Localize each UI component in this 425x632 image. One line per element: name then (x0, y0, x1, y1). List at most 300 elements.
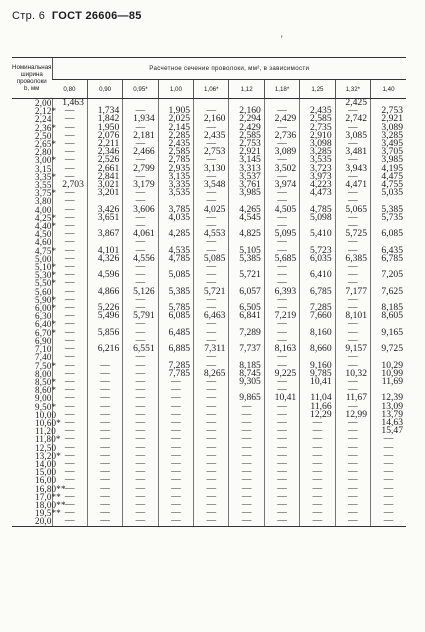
section-cell: — (300, 460, 335, 468)
section-cell: 7,285 (300, 304, 335, 312)
section-cell: — (52, 255, 87, 263)
section-cell: 2,435 (158, 140, 193, 148)
section-cell: 2,435 (300, 107, 335, 115)
section-cell: — (264, 493, 299, 501)
section-cell: — (194, 419, 229, 427)
width-cell: 5,50* (35, 278, 57, 289)
section-cell: 2,742 (335, 115, 370, 123)
section-cell: 7,785 (158, 370, 193, 378)
section-cell: 6,463 (194, 312, 229, 320)
section-cell: — (194, 444, 229, 452)
width-cell: 16,80** (35, 483, 66, 494)
section-cell: — (300, 485, 335, 493)
width-cell: 9,50* (35, 401, 57, 412)
section-cell: 7,219 (264, 312, 299, 320)
section-cell: — (229, 403, 264, 411)
section-cell: 2,753 (229, 140, 264, 148)
section-cell: 9,157 (335, 345, 370, 353)
section-cell: — (123, 362, 158, 370)
section-cell: 2,921 (229, 148, 264, 156)
section-cell: — (158, 509, 193, 517)
section-cell: 5,685 (264, 255, 299, 263)
section-cell: 2,841 (87, 173, 122, 181)
section-cell: — (264, 107, 299, 115)
section-cell: — (158, 403, 193, 411)
width-cell: 20,0 (12, 517, 52, 526)
section-cell: 6,393 (264, 288, 299, 296)
section-cell: — (123, 140, 158, 148)
width-cell: 6,90 (35, 335, 52, 346)
section-cell: — (371, 493, 406, 501)
section-cell: 6,841 (229, 312, 264, 320)
section-cell: 8,163 (264, 345, 299, 353)
section-cell: — (123, 329, 158, 337)
width-cell: 6,70* (35, 327, 57, 338)
section-cell: 3,985 (371, 156, 406, 164)
section-cell: — (52, 148, 87, 156)
section-cell: 2,346 (87, 148, 122, 156)
section-cell: 2,425 (335, 99, 370, 108)
section-cell: — (264, 403, 299, 411)
section-cell: 3,481 (335, 148, 370, 156)
section-cell: — (229, 411, 264, 419)
width-cell: 6,30 (35, 311, 52, 322)
section-cell: — (371, 485, 406, 493)
section-cell: — (52, 509, 87, 517)
width-cell: 4,40* (35, 221, 57, 232)
section-cell: — (123, 247, 158, 255)
section-cell: 3,135 (158, 173, 193, 181)
width-cell: 7,50* (35, 360, 57, 371)
section-cell: — (52, 156, 87, 164)
section-cell: 8,185 (229, 362, 264, 370)
width-cell: 2,50 (35, 130, 52, 141)
thickness-header: 1,12 (229, 80, 264, 99)
section-cell: — (123, 394, 158, 402)
section-cell: — (335, 353, 370, 361)
width-cell: 3,00* (35, 155, 57, 166)
section-cell: — (194, 156, 229, 164)
section-cell: — (335, 173, 370, 181)
thickness-header: 1,25 (300, 80, 335, 99)
section-cell: 3,761 (229, 181, 264, 189)
section-cell: — (87, 362, 122, 370)
section-cell: — (264, 460, 299, 468)
section-cell: — (52, 517, 87, 526)
section-cell: — (194, 460, 229, 468)
section-cell: — (264, 296, 299, 304)
section-cell: — (52, 140, 87, 148)
section-cell: — (52, 132, 87, 140)
section-cell: — (229, 517, 264, 526)
section-cell: — (335, 362, 370, 370)
section-cell: — (194, 173, 229, 181)
section-cell: — (52, 370, 87, 378)
section-cell: 3,502 (264, 165, 299, 173)
section-cell: — (194, 197, 229, 205)
thickness-header: 0,90 (87, 80, 122, 99)
section-cell: 3,201 (87, 189, 122, 197)
section-cell: 14,63 (371, 419, 406, 427)
section-cell: — (87, 435, 122, 443)
section-cell: — (87, 378, 122, 386)
width-cell: 8,60* (35, 385, 57, 396)
width-cell: 3,75* (35, 188, 57, 199)
section-cell: 5,410 (300, 230, 335, 238)
section-cell: 3,974 (264, 181, 299, 189)
section-cell: — (52, 353, 87, 361)
table-row (12, 517, 406, 526)
section-cell: — (123, 320, 158, 328)
section-cell: — (371, 435, 406, 443)
section-cell: — (52, 444, 87, 452)
width-cell: 2,65* (35, 139, 57, 150)
section-cell: 6,885 (158, 345, 193, 353)
section-cell: 2,735 (300, 124, 335, 132)
section-cell: 2,429 (229, 124, 264, 132)
section-cell: — (87, 509, 122, 517)
section-cell: 3,085 (335, 132, 370, 140)
section-cell: — (87, 517, 122, 526)
section-cell: 13,09 (371, 403, 406, 411)
section-cell: — (158, 386, 193, 394)
section-cell: — (123, 444, 158, 452)
section-cell: — (335, 271, 370, 279)
section-cell: — (123, 501, 158, 509)
section-cell: 11,67 (335, 394, 370, 402)
section-cell: 3,985 (229, 189, 264, 197)
thickness-header: 1,06* (194, 80, 229, 99)
section-cell: — (158, 476, 193, 484)
section-cell: — (194, 452, 229, 460)
section-cell: — (264, 247, 299, 255)
section-cell: — (123, 197, 158, 205)
section-cell: 8,185 (371, 304, 406, 312)
section-cell: 3,130 (194, 165, 229, 173)
margin-mark: ' (281, 34, 283, 44)
section-cell: — (123, 156, 158, 164)
section-cell: — (123, 460, 158, 468)
page-number: Стр. 6 (12, 10, 46, 22)
section-cell: 4,755 (371, 181, 406, 189)
section-cell: — (123, 238, 158, 246)
width-cell: 10,00 (35, 409, 57, 420)
width-cell: 19,5** (35, 508, 61, 519)
section-cell: — (371, 452, 406, 460)
width-cell: 2,00 (35, 98, 52, 108)
section-cell: 4,035 (158, 214, 193, 222)
width-cell: 3,15 (35, 163, 52, 174)
section-cell: — (194, 189, 229, 197)
section-cell: 2,585 (158, 148, 193, 156)
width-cell: 14,00 (35, 458, 57, 469)
section-cell: — (194, 222, 229, 230)
section-cell: — (123, 173, 158, 181)
section-cell: — (87, 501, 122, 509)
section-cell: — (52, 288, 87, 296)
section-cell: 2,435 (194, 132, 229, 140)
section-cell: — (52, 296, 87, 304)
section-cell: 12,39 (371, 394, 406, 402)
section-cell: — (52, 337, 87, 345)
thickness-header: 1,40 (371, 80, 406, 99)
section-cell: — (300, 468, 335, 476)
section-cell: 5,735 (371, 214, 406, 222)
section-cell: 4,025 (194, 206, 229, 214)
section-cell: 7,311 (194, 345, 229, 353)
section-cell: 3,651 (87, 214, 122, 222)
thickness-header: 1,18* (264, 80, 299, 99)
section-cell: — (194, 279, 229, 287)
section-cell: 3,723 (300, 165, 335, 173)
section-cell: — (123, 370, 158, 378)
section-cell: — (194, 386, 229, 394)
section-cell: 3,089 (264, 148, 299, 156)
section-cell: — (87, 394, 122, 402)
section-cell: — (123, 435, 158, 443)
section-cell: — (194, 476, 229, 484)
section-cell: — (87, 493, 122, 501)
section-cell: — (264, 427, 299, 435)
section-cell: 5,721 (229, 271, 264, 279)
section-cell: 2,736 (264, 132, 299, 140)
section-cell: — (300, 427, 335, 435)
section-cell: 11,04 (300, 394, 335, 402)
section-cell: — (194, 296, 229, 304)
section-cell: — (123, 353, 158, 361)
section-cell: — (264, 263, 299, 271)
section-cell: — (264, 435, 299, 443)
section-cell: — (52, 452, 87, 460)
section-cell: — (52, 485, 87, 493)
thickness-header: 1,00 (158, 80, 193, 99)
section-cell: 3,973 (300, 173, 335, 181)
section-cell: 3,705 (371, 148, 406, 156)
section-cell: 5,725 (335, 230, 370, 238)
section-cell: — (87, 427, 122, 435)
section-cell: — (264, 353, 299, 361)
section-cell: 4,596 (87, 271, 122, 279)
section-cell: 9,785 (300, 370, 335, 378)
section-cell: — (335, 263, 370, 271)
width-cell: 5,10* (35, 262, 57, 273)
section-cell: — (264, 337, 299, 345)
section-cell: 1,934 (123, 115, 158, 123)
width-cell: 2,36* (35, 122, 57, 133)
section-cell: — (87, 403, 122, 411)
width-cell: 5,60 (35, 286, 52, 297)
section-cell: 7,205 (371, 271, 406, 279)
section-cell: 6,485 (158, 329, 193, 337)
section-cell: — (52, 197, 87, 205)
section-cell: — (52, 214, 87, 222)
section-cell: 3,021 (87, 181, 122, 189)
section-cell: — (194, 435, 229, 443)
section-cell: — (52, 476, 87, 484)
width-cell: 2,80 (35, 147, 52, 158)
width-cell: 6,40* (35, 319, 57, 330)
section-cell: 2,585 (300, 115, 335, 123)
section-cell: 1,905 (158, 107, 193, 115)
section-cell: 5,496 (87, 312, 122, 320)
section-cell: — (264, 419, 299, 427)
section-cell: 5,095 (264, 230, 299, 238)
section-cell: — (52, 124, 87, 132)
section-cell: — (300, 501, 335, 509)
section-cell: — (52, 345, 87, 353)
section-cell: 4,101 (87, 247, 122, 255)
section-cell: 2,160 (194, 115, 229, 123)
section-cell: — (158, 485, 193, 493)
section-cell: — (300, 476, 335, 484)
section-cell: — (87, 452, 122, 460)
section-cell: 8,101 (335, 312, 370, 320)
section-cell: 3,313 (229, 165, 264, 173)
section-cell: — (87, 419, 122, 427)
section-cell: — (52, 230, 87, 238)
section-cell: 6,410 (300, 271, 335, 279)
section-cell: — (264, 173, 299, 181)
width-cell: 5,90* (35, 294, 57, 305)
section-cell: — (335, 460, 370, 468)
section-cell: 10,41 (300, 378, 335, 386)
section-cell: — (52, 312, 87, 320)
section-cell: — (52, 165, 87, 173)
section-cell: — (264, 197, 299, 205)
section-cell: — (87, 485, 122, 493)
section-cell: 8,160 (300, 329, 335, 337)
section-cell: 2,181 (123, 132, 158, 140)
section-cell: — (371, 517, 406, 526)
section-cell: 10,32 (335, 370, 370, 378)
section-cell: — (229, 427, 264, 435)
section-cell: — (264, 214, 299, 222)
section-cell: 2,799 (123, 165, 158, 173)
section-cell: 3,285 (371, 132, 406, 140)
section-cell: — (52, 320, 87, 328)
width-cell: 9,00 (35, 393, 52, 404)
section-cell: — (335, 485, 370, 493)
section-cell: — (52, 222, 87, 230)
section-cell: — (87, 444, 122, 452)
width-header-line-4: b, мм (24, 85, 40, 92)
section-cell: — (158, 378, 193, 386)
width-cell: 4,75* (35, 245, 57, 256)
section-cell: — (123, 468, 158, 476)
section-cell: 2,294 (229, 115, 264, 123)
section-cell: — (123, 263, 158, 271)
section-cell: 5,065 (335, 206, 370, 214)
section-cell: 3,943 (335, 165, 370, 173)
section-cell: 3,335 (158, 181, 193, 189)
section-cell: — (158, 419, 193, 427)
section-cell: — (300, 419, 335, 427)
section-cell: 3,089 (371, 124, 406, 132)
section-cell: 9,865 (229, 394, 264, 402)
section-cell: 6,085 (371, 230, 406, 238)
section-cell: — (87, 370, 122, 378)
section-cell: — (194, 394, 229, 402)
section-cell: 6,551 (123, 345, 158, 353)
section-cell: — (123, 337, 158, 345)
section-cell: — (264, 485, 299, 493)
section-cell: 6,435 (371, 247, 406, 255)
width-cell: 2,12* (35, 106, 57, 117)
section-cell: — (158, 493, 193, 501)
section-cell: 2,753 (371, 107, 406, 115)
section-cell: — (300, 452, 335, 460)
section-cell: — (194, 485, 229, 493)
section-cell: 3,606 (123, 206, 158, 214)
section-cell: — (264, 320, 299, 328)
section-cell: 1,950 (87, 124, 122, 132)
section-cell: — (123, 296, 158, 304)
section-cell: 3,537 (229, 173, 264, 181)
section-cell: 3,535 (158, 189, 193, 197)
section-cell: — (123, 304, 158, 312)
section-cell: — (335, 337, 370, 345)
section-cell: — (158, 517, 193, 526)
section-cell: — (123, 427, 158, 435)
section-cell: — (229, 501, 264, 509)
section-cell: — (194, 263, 229, 271)
section-cell: — (264, 501, 299, 509)
section-cell: — (335, 238, 370, 246)
section-cell: — (335, 427, 370, 435)
section-cell: — (264, 509, 299, 517)
section-cell: — (52, 411, 87, 419)
section-cell: — (229, 485, 264, 493)
section-cell: — (264, 468, 299, 476)
section-cell: 13,79 (371, 411, 406, 419)
section-cell: — (52, 427, 87, 435)
section-cell: — (52, 115, 87, 123)
section-cell: — (335, 476, 370, 484)
section-cell: — (264, 222, 299, 230)
section-cell: 7,737 (229, 345, 264, 353)
section-cell: — (194, 107, 229, 115)
width-cell: 7,40 (35, 352, 52, 363)
section-cell: 7,285 (158, 362, 193, 370)
section-cell: — (335, 501, 370, 509)
section-cell: 12,29 (300, 411, 335, 419)
section-cell: — (123, 271, 158, 279)
section-cell: — (158, 394, 193, 402)
section-cell: — (52, 378, 87, 386)
section-cell: 5,226 (87, 304, 122, 312)
width-cell: 13,20* (35, 450, 61, 461)
section-cell: — (87, 476, 122, 484)
width-cell: 10,60* (35, 417, 61, 428)
section-cell: — (123, 279, 158, 287)
section-cell: — (123, 493, 158, 501)
width-cell: 17,0** (35, 491, 61, 502)
section-cell: 1,842 (87, 115, 122, 123)
section-cell: — (52, 329, 87, 337)
section-cell: — (123, 517, 158, 526)
width-cell: 8,50* (35, 376, 57, 387)
section-cell: 4,505 (264, 206, 299, 214)
section-cell: — (229, 460, 264, 468)
section-cell: 9,225 (264, 370, 299, 378)
section-cell: 9,305 (229, 378, 264, 386)
section-cell: 8,660 (300, 345, 335, 353)
section-cell: 7,660 (300, 312, 335, 320)
section-cell: 3,145 (229, 156, 264, 164)
section-cell: 4,545 (229, 214, 264, 222)
section-cell: — (335, 124, 370, 132)
section-cell: — (123, 411, 158, 419)
